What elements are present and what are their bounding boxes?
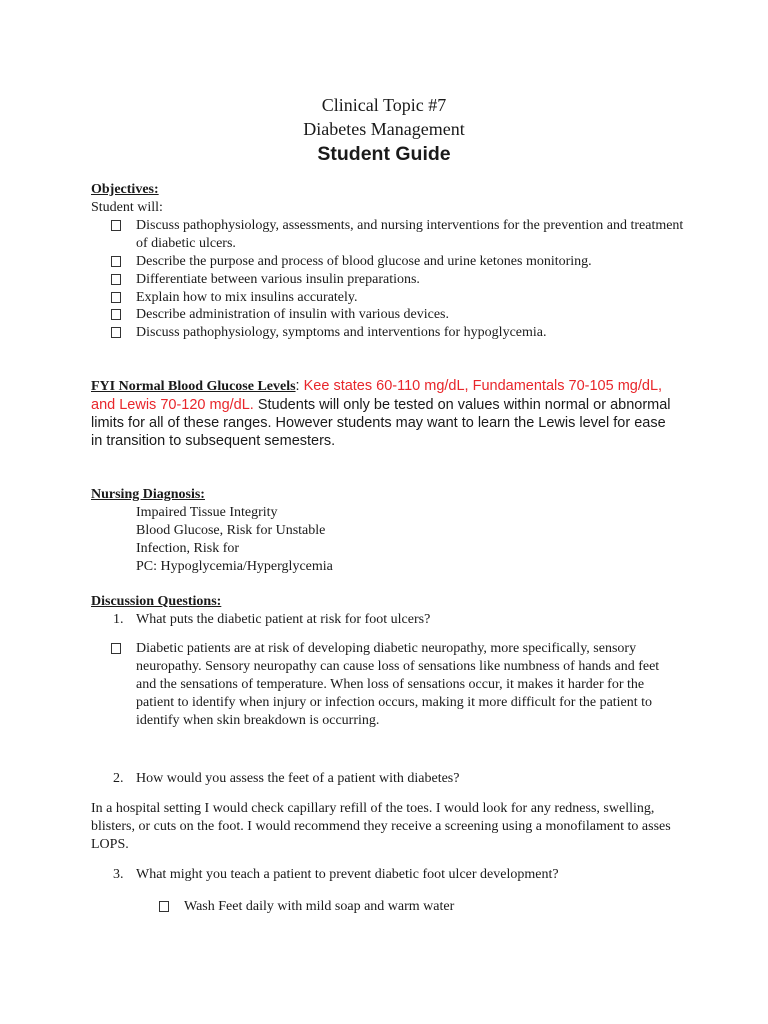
checkbox-icon <box>111 256 121 267</box>
title-block <box>0 93 768 167</box>
diagnosis-item: Infection, Risk for <box>136 541 240 556</box>
answer-2: In a hospital setting I would check capillary refill of the toes. I would look for any redness, swelling, blisters, or cuts on the foot. I would recommend they receive a screening using a monofilament to asses LOPS. <box>91 801 671 852</box>
nursing-diagnosis-heading: Nursing Diagnosis: <box>91 487 205 502</box>
objectives-intro: Student will: <box>91 200 163 215</box>
question-text: What might you teach a patient to prevent diabetic foot ulcer development? <box>136 867 559 882</box>
objective-item: Describe administration of insulin with various devices. <box>111 306 691 324</box>
checkbox-icon <box>111 274 121 285</box>
clinical-topic-title: Clinical Topic #7 <box>321 95 447 115</box>
checkbox-icon <box>111 309 121 320</box>
diagnosis-item: Impaired Tissue Integrity <box>136 505 278 520</box>
question-1 <box>113 611 693 629</box>
objective-item: Discuss pathophysiology, assessments, and nursing interventions for the prevention and treatment of diabetic ulcers. <box>111 217 691 253</box>
topic-subtitle: Diabetes Management <box>303 119 465 139</box>
question-2 <box>113 770 693 788</box>
question-text: How would you assess the feet of a patient with diabetes? <box>136 771 460 786</box>
question-number: 1. <box>113 612 124 627</box>
answer-1: Diabetic patients are at risk of developing diabetic neuropathy, more specifically, sensory neuropathy. Sensory neuropathy can cause loss of sensations like numbness of hands and feet and the sensations of temperature. When loss of sensations occur, it makes it harder for the patient to identify when injury or infection occurs, making it more difficult for the patient to identify when skin breakdown is occurring. <box>111 640 681 730</box>
fyi-colon: : <box>295 378 304 394</box>
objective-item: Discuss pathophysiology, symptoms and interventions for hypoglycemia. <box>111 324 691 342</box>
fyi-ranges: Kee states 60-110 mg/dL, Fundamentals 70-105 mg/dL, and Lewis 70-120 mg/dL. <box>91 378 663 413</box>
objectives-heading: Objectives: <box>91 182 159 197</box>
discussion-heading: Discussion Questions: <box>91 594 222 609</box>
diagnosis-item: PC: Hypoglycemia/Hyperglycemia <box>136 559 333 574</box>
diagnosis-item: Blood Glucose, Risk for Unstable <box>136 523 326 538</box>
objective-item: Explain how to mix insulins accurately. <box>111 289 691 307</box>
checkbox-icon <box>111 327 121 338</box>
objective-item: Differentiate between various insulin preparations. <box>111 271 691 289</box>
checkbox-icon <box>111 292 121 303</box>
question-number: 2. <box>113 771 124 786</box>
checkbox-icon <box>111 643 121 654</box>
checkbox-icon <box>111 220 121 231</box>
question-3 <box>113 866 693 884</box>
fyi-label: FYI Normal Blood Glucose Levels <box>91 379 296 394</box>
question-number: 3. <box>113 867 124 882</box>
checkbox-icon <box>159 901 169 912</box>
objective-item: Describe the purpose and process of blood glucose and urine ketones monitoring. <box>111 253 691 271</box>
fyi-note: Students will only be tested on values within normal or abnormal limits for all of these ranges. However students may want to learn the Lewis level for ease in transition to subsequent semesters. <box>91 397 671 449</box>
fyi-paragraph <box>91 377 671 450</box>
question-text: What puts the diabetic patient at risk for foot ulcers? <box>136 612 431 627</box>
student-guide-heading: Student Guide <box>317 143 451 165</box>
answer-3-item: Wash Feet daily with mild soap and warm water <box>159 898 659 916</box>
